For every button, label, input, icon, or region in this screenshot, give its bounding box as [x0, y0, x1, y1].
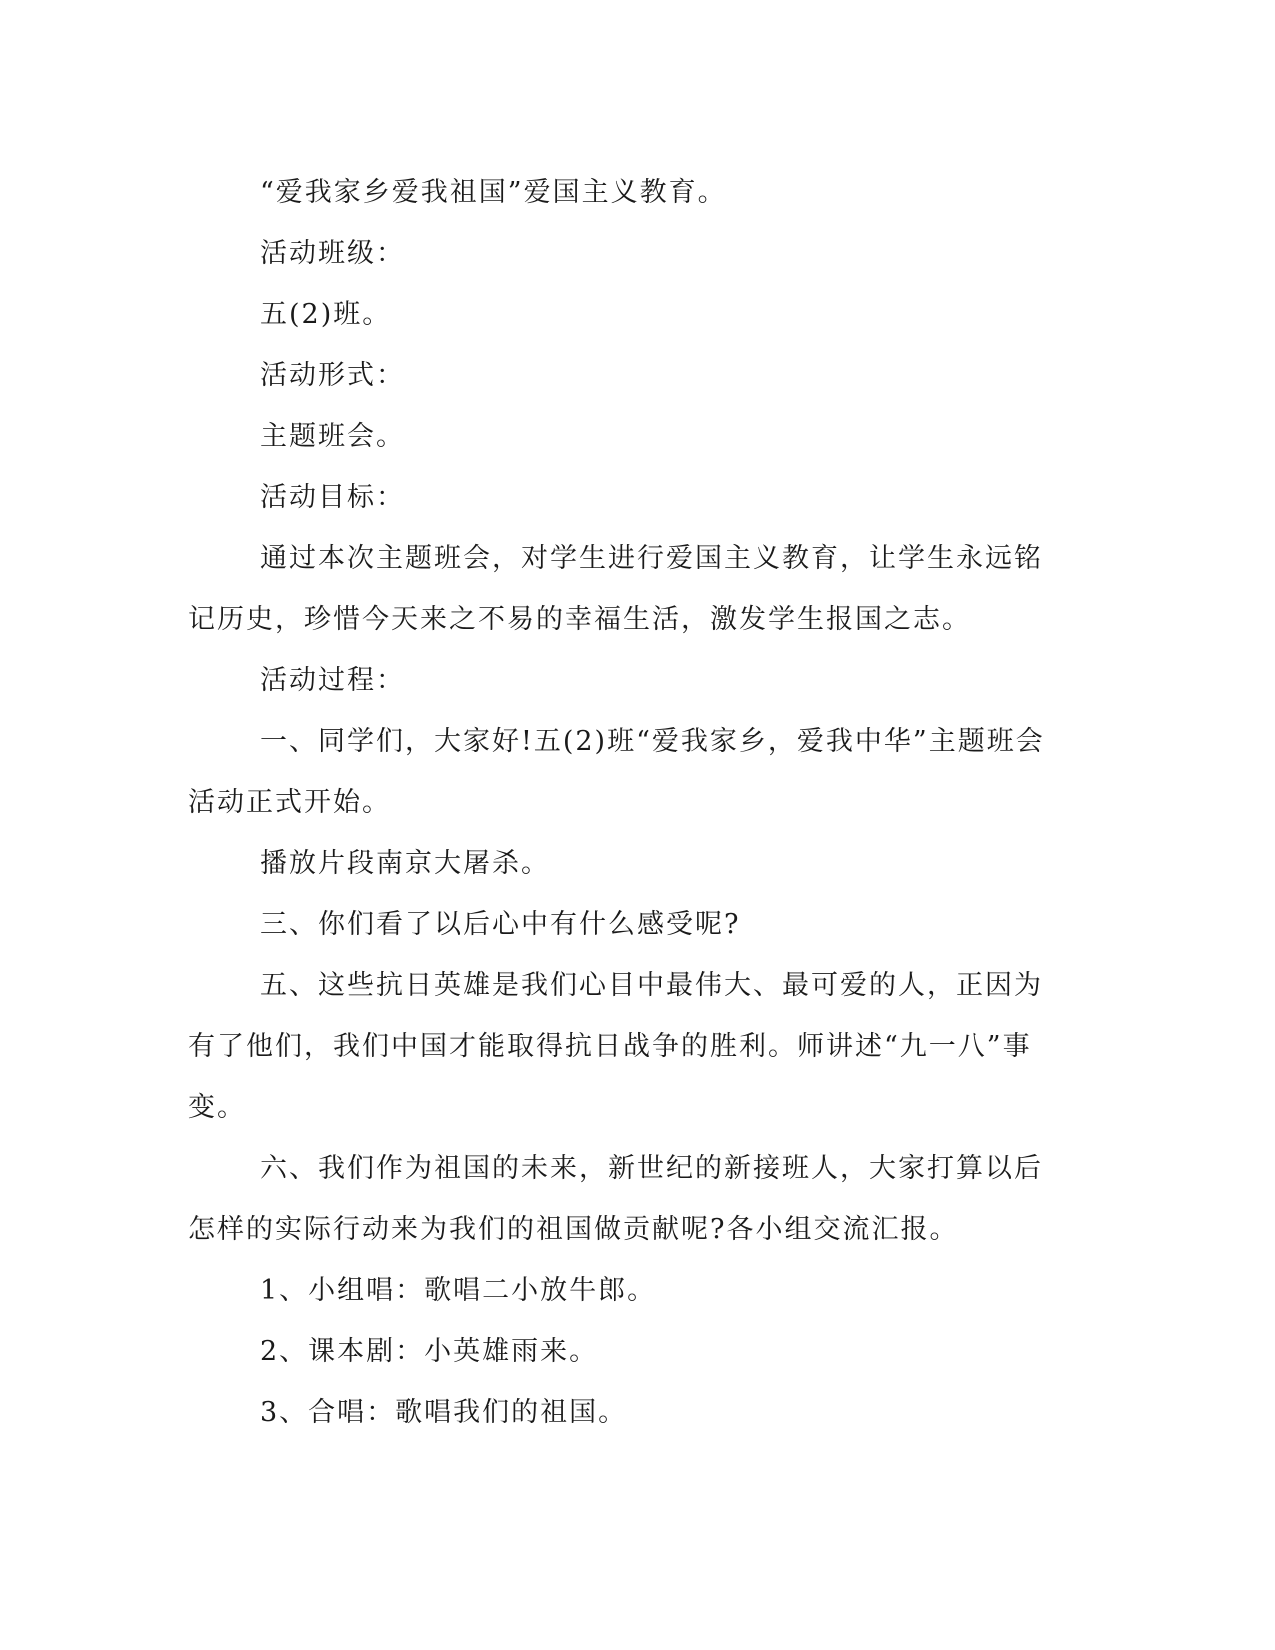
paragraph-process-label: 活动过程：	[260, 665, 405, 696]
paragraph-class-value: 五(2)班。	[260, 299, 392, 330]
paragraph-item-one: 1、小组唱：歌唱二小放牛郎。	[260, 1275, 657, 1306]
paragraph-item-two: 2、课本剧：小英雄雨来。	[260, 1336, 599, 1367]
paragraph-step-five: 五、这些抗日英雄是我们心目中最伟大、最可爱的人，正因为有了他们，我们中国才能取得抗日战争的胜利。师讲述“九一八”事变。	[188, 970, 1043, 1123]
paragraph-topic: “爱我家乡爱我祖国”爱国主义教育。	[260, 177, 727, 208]
paragraph-item-three: 3、合唱：歌唱我们的祖国。	[260, 1397, 628, 1428]
paragraph-goal-label: 活动目标：	[260, 482, 405, 513]
paragraph-form-value: 主题班会。	[260, 421, 405, 452]
paragraph-class-label: 活动班级：	[260, 238, 405, 269]
document-body	[188, 162, 1068, 1443]
paragraph-form-label: 活动形式：	[260, 360, 405, 391]
paragraph-video: 播放片段南京大屠杀。	[260, 848, 550, 879]
paragraph-step-six: 六、我们作为祖国的未来，新世纪的新接班人，大家打算以后怎样的实际行动来为我们的祖国做贡献呢?各小组交流汇报。	[188, 1153, 1043, 1245]
paragraph-goal-value: 通过本次主题班会，对学生进行爱国主义教育，让学生永远铭记历史，珍惜今天来之不易的幸福生活，激发学生报国之志。	[188, 543, 1043, 635]
paragraph-step-one: 一、同学们，大家好!五(2)班“爱我家乡，爱我中华”主题班会活动正式开始。	[188, 726, 1045, 818]
paragraph-step-three: 三、你们看了以后心中有什么感受呢?	[260, 909, 741, 940]
